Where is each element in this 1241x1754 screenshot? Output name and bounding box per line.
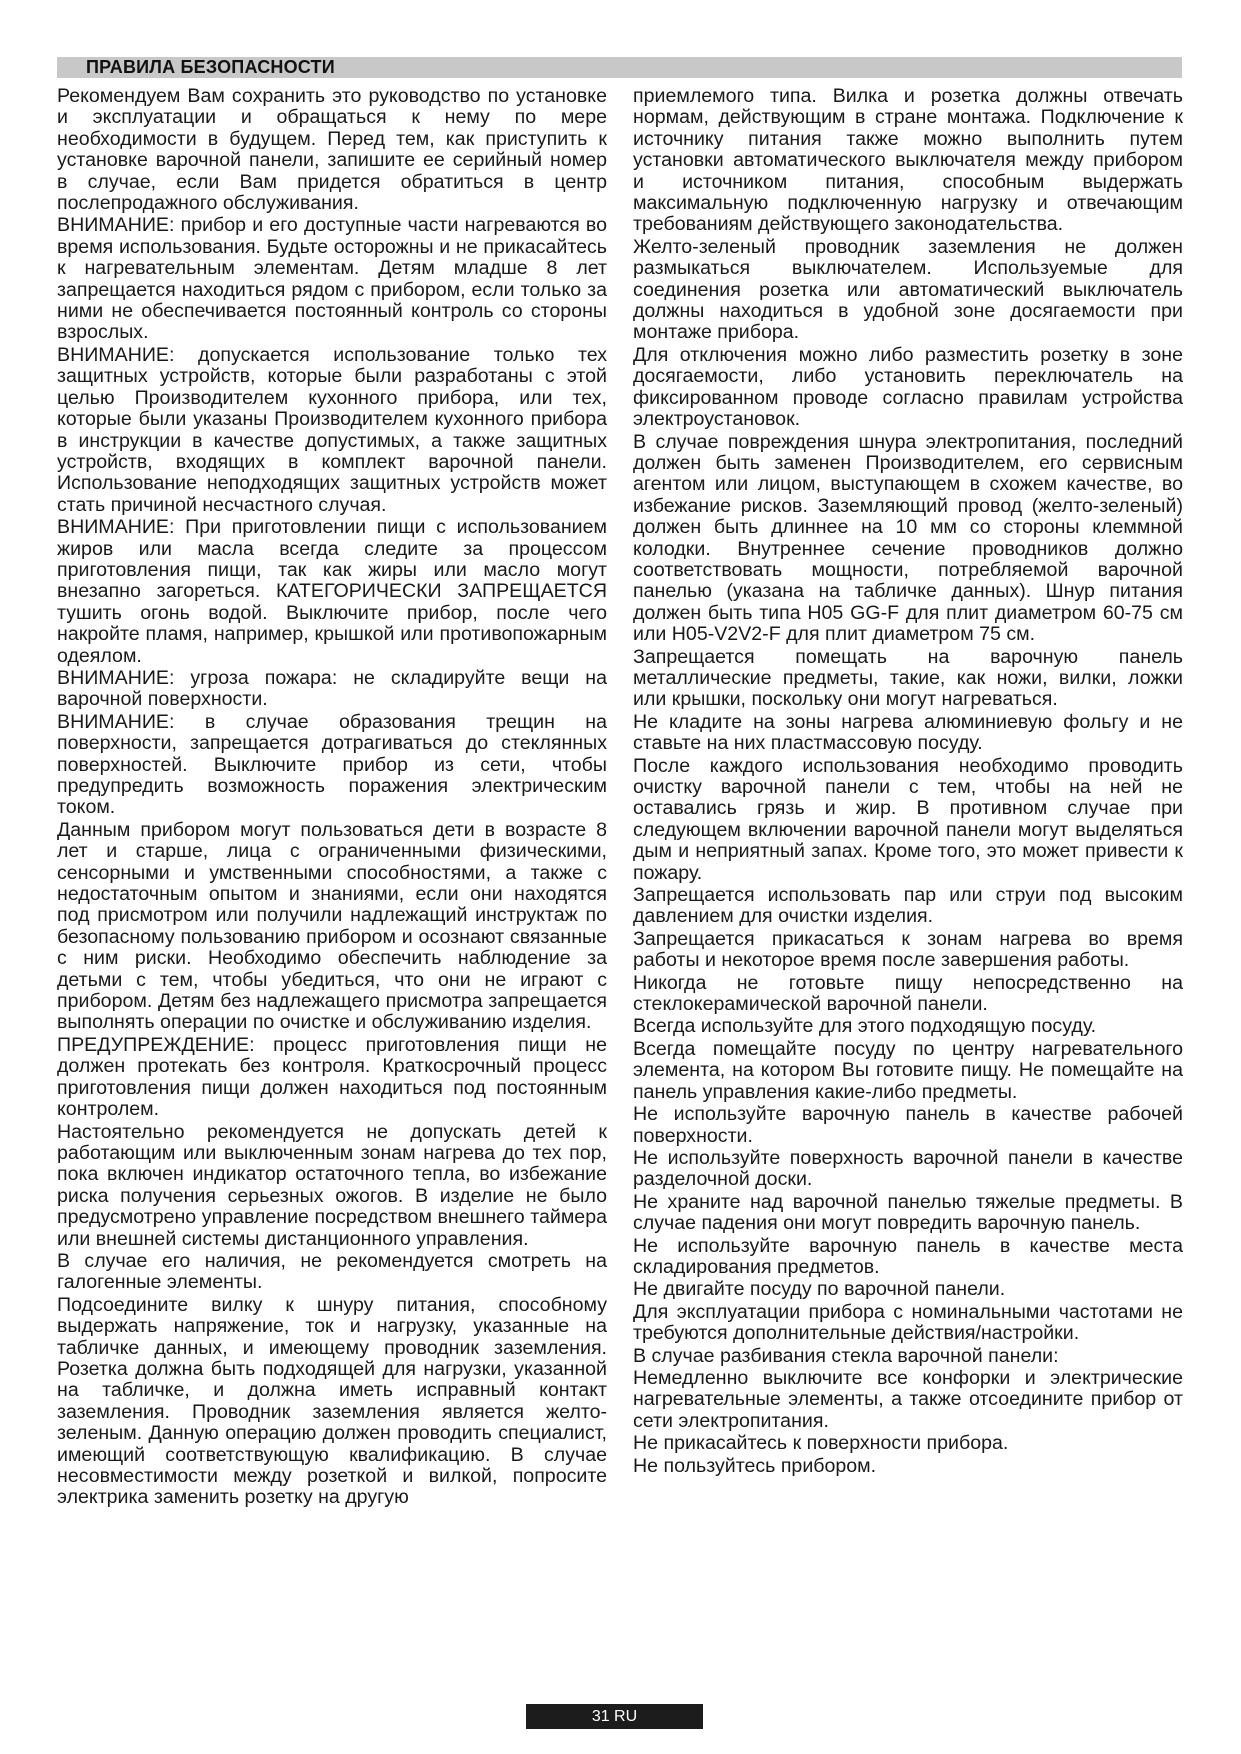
paragraph: Запрещается прикасаться к зонам нагрева во время работы и некоторое время после завершения работы. — [633, 927, 1183, 972]
paragraph: Для эксплуатации прибора с номинальными частотами не требуются дополнительные действия/настройки. — [633, 1300, 1183, 1345]
paragraph: Никогда не готовьте пищу непосредственно на стеклокерамической варочной панели. — [633, 971, 1183, 1016]
paragraph: Не двигайте посуду по варочной панели. — [633, 1278, 1006, 1301]
paragraph: ВНИМАНИЕ: допускается использование только тех защитных устройств, которые были разработаны с этой целью Производителем кухонного прибора, или тех, которые были указаны Производителем кухонного прибора в инструкции в качестве допустимых, а также защитных устройств, входящих в комплект варочной панели. Использование неподходящих защитных устройств может стать причиной несчастного случая. — [57, 343, 607, 516]
paragraph: Не используйте варочную панель в качестве рабочей поверхности. — [633, 1103, 1183, 1147]
paragraph: Рекомендуем Вам сохранить это руководство по установке и эксплуатации и обращаться к нему по мере необходимости в будущем. Перед тем, как приступить к установке варочной панели, запишите ее серийный номер в случае, если Вам придется обратиться в центр послепродажного обслуживания. — [57, 85, 607, 215]
paragraph: Для отключения можно либо разместить розетку в зоне досягаемости, либо установить переключатель на фиксированном проводе согласно правилам устройства электроустановок. — [633, 343, 1183, 431]
paragraph: Не пользуйтесь прибором. — [633, 1454, 877, 1477]
paragraph: Запрещается помещать на варочную панель металлические предметы, такие, как ножи, вилки, ложки или крышки, поскольку они могут нагреваться. — [633, 645, 1183, 711]
left-text-column — [57, 86, 607, 1510]
paragraph: Не храните над варочной панелью тяжелые предметы. В случае падения они могут повредить варочную панель. — [633, 1190, 1183, 1235]
paragraph: Всегда помещайте посуду по центру нагревательного элемента, на котором Вы готовите пищу. Не помещайте на панель управления какие-либо предметы. — [633, 1037, 1183, 1103]
paragraph: Всегда используйте для этого подходящую посуду. — [633, 1015, 1097, 1038]
paragraph: После каждого использования необходимо проводить очистку варочной панели с тем, чтобы на ней не оставались грязь и жир. В противном случае при следующем включении варочной панели могут выделяться дым и неприятный запах. Кроме того, это может привести к пожару. — [633, 754, 1183, 884]
paragraph: Немедленно выключите все конфорки и электрические нагревательные элементы, а также отсоедините прибор от сети электропитания. — [633, 1366, 1183, 1432]
section-title: ПРАВИЛА БЕЗОПАСНОСТИ — [86, 57, 335, 77]
paragraph: Подсоедините вилку к шнуру питания, способному выдержать напряжение, ток и нагрузку, указанные на табличке данных, и имеющему проводник заземления. Розетка должна быть подходящей для нагрузки, указанной на табличке, и должна иметь исправный контакт заземления. Проводник заземления является желто-зеленым. Данную операцию должен проводить специалист, имеющий соответствующую квалификацию. В случае несовместимости между розеткой и вилкой, попросите электрика заменить розетку на другую — [57, 1293, 607, 1509]
paragraph: ВНИМАНИЕ: прибор и его доступные части нагреваются во время использования. Будьте осторожны и не прикасайтесь к нагревательным элементам. Детям младше 8 лет запрещается находиться рядом с прибором, если только за ними не обеспечивается постоянный контроль со стороны взрослых. — [57, 214, 607, 344]
paragraph: ВНИМАНИЕ: При приготовлении пищи с использованием жиров или масла всегда следите за процессом приготовления пищи, так как жиры или масло могут внезапно загореться. КАТЕГОРИЧЕСКИ ЗАПРЕЩАЕТСЯ тушить огонь водой. Выключите прибор, после чего накройте пламя, например, крышкой или противопожарным одеялом. — [57, 516, 607, 667]
paragraph: ВНИМАНИЕ: в случае образования трещин на поверхности, запрещается дотрагиваться до стеклянных поверхностей. Выключите прибор из сети, чтобы предупредить возможность поражения электрическим током. — [57, 710, 607, 819]
paragraph: Не прикасайтесь к поверхности прибора. — [633, 1432, 1009, 1455]
paragraph: ВНИМАНИЕ: угроза пожара: не складируйте вещи на варочной поверхности. — [57, 666, 607, 711]
paragraph: В случае повреждения шнура электропитания, последний должен быть заменен Производителем, его сервисным агентом или лицом, выступающем в схожем качестве, во избежание рисков. Заземляющий провод (желто-зеленый) должен быть длиннее на 10 мм со стороны клеммной колодки. Внутреннее сечение проводников должно соответствовать мощности, потребляемой варочной панелью (указана на табличке данных). Шнур питания должен быть типа H05 GG-F для плит диаметром 60-75 см или H05-V2V2-F для плит диаметром 75 см. — [633, 430, 1183, 646]
paragraph: Не кладите на зоны нагрева алюминиевую фольгу и не ставьте на них пластмассовую посуду. — [633, 710, 1183, 755]
paragraph: В случае разбивания стекла варочной панели: — [633, 1344, 1059, 1367]
right-text-column — [633, 86, 1183, 1478]
paragraph: В случае его наличия, не рекомендуется смотреть на галогенные элементы. — [57, 1249, 607, 1294]
paragraph: приемлемого типа. Вилка и розетка должны отвечать нормам, действующим в стране монтажа. Подключение к источнику питания также можно выполнить путем установки автоматического выключателя между прибором и источником питания, способным выдержать максимальную подключенную нагрузку и отвечающим требованиям действующего законодательства. — [633, 85, 1183, 236]
paragraph: Данным прибором могут пользоваться дети в возрасте 8 лет и старше, лица с ограниченными физическими, сенсорными и умственными способностями, а также с недостаточным опытом и знаниями, если они находятся под присмотром или получили надлежащий инструктаж по безопасному пользованию прибором и осознают связанные с ним риски. Необходимо обеспечить наблюдение за детьми с тем, чтобы убедиться, что они не играют с прибором. Детям без надлежащего присмотра запрещается выполнять операции по очистке и обслуживанию изделия. — [57, 818, 607, 1034]
paragraph: Не используйте варочную панель в качестве места складирования предметов. — [633, 1234, 1183, 1278]
paragraph: ПРЕДУПРЕЖДЕНИЕ: процесс приготовления пищи не должен протекать без контроля. Краткосрочный процесс приготовления пищи должен находиться под постоянным контролем. — [57, 1033, 607, 1121]
paragraph: Запрещается использовать пар или струи под высоким давлением для очистки изделия. — [633, 884, 1183, 928]
paragraph: Желто-зеленый проводник заземления не должен размыкаться выключателем. Используемые для соединения розетка или автоматический выключатель должны находиться в удобной зоне досягаемости при монтаже прибора. — [633, 235, 1183, 344]
paragraph: Настоятельно рекомендуется не допускать детей к работающим или выключенным зонам нагрева до тех пор, пока включен индикатор остаточного тепла, во избежание риска получения серьезных ожогов. В изделие не было предусмотрено управление посредством внешнего таймера или внешней системы дистанционного управления. — [57, 1120, 607, 1250]
paragraph: Не используйте поверхность варочной панели в качестве разделочной доски. — [633, 1146, 1183, 1191]
page-number: 31 RU — [591, 1708, 638, 1725]
